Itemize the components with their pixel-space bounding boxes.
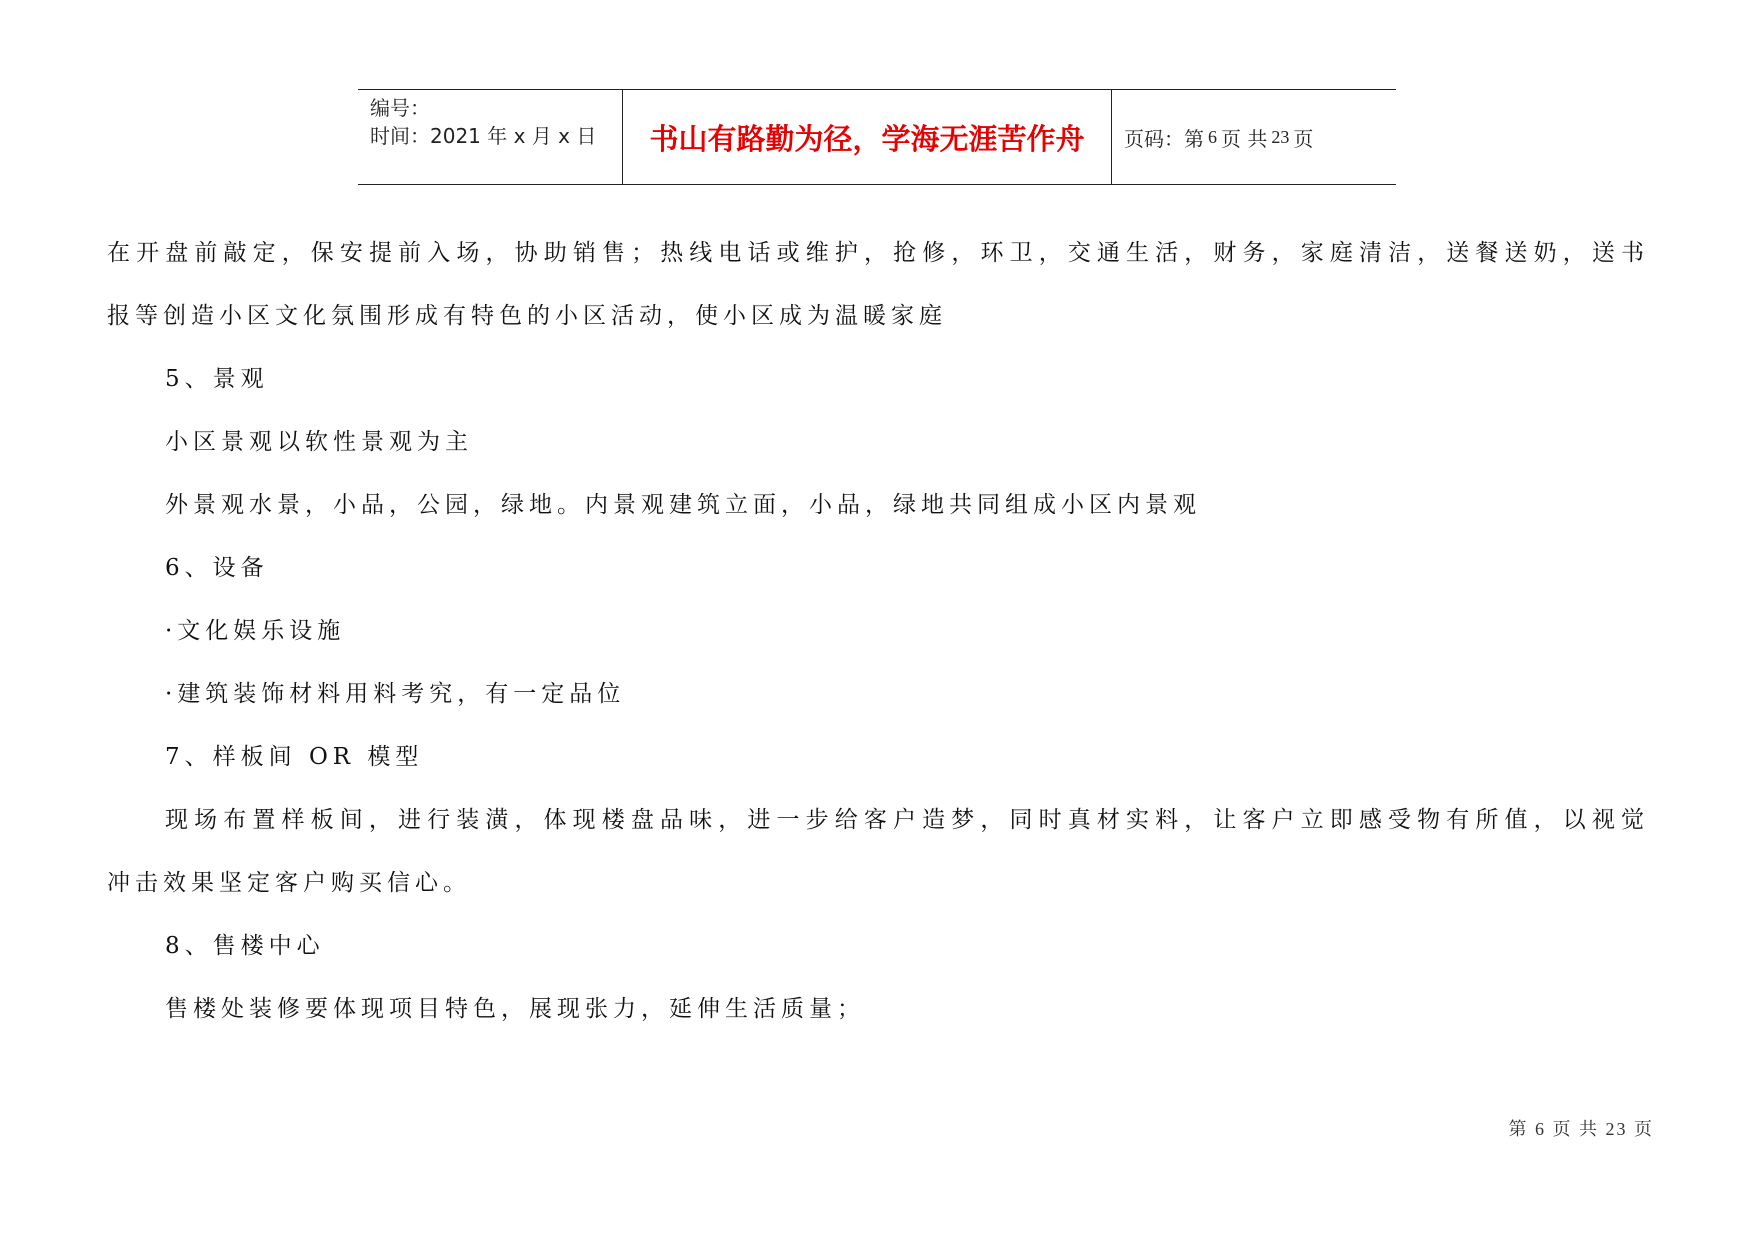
page-label: 页码：第	[1124, 126, 1204, 151]
header-meta	[370, 94, 596, 150]
number-label: 编号：	[370, 96, 430, 120]
page-total: 23	[1271, 126, 1290, 147]
time-label: 时间：2021 年 x 月 x 日	[370, 124, 597, 148]
paragraph-line: 报等创造小区文化氛围形成有特色的小区活动，使小区成为温暖家庭	[107, 303, 947, 329]
section-heading: 8、售楼中心	[165, 933, 325, 959]
bullet-item: ·建筑装饰材料用料考究，有一定品位	[165, 681, 626, 707]
page-end: 页	[1293, 126, 1314, 151]
paragraph-line: 现场布置样板间，进行装潢，体现楼盘品味，进一步给客户造梦，同时真材实料，让客户立即感受物有所值，以视觉	[165, 807, 1647, 833]
section-heading: 7、样板间 OR 模型	[165, 744, 424, 770]
page-number: 6	[1208, 126, 1217, 147]
header-divider	[1111, 90, 1112, 184]
header-page-info	[1124, 90, 1313, 184]
document-header	[358, 89, 1396, 185]
bullet-item: ·文化娱乐设施	[165, 618, 346, 644]
paragraph-line: 小区景观以软性景观为主	[165, 429, 473, 455]
section-heading: 6、设备	[165, 555, 269, 581]
paragraph-line: 在开盘前敲定，保安提前入场，协助销售；热线电话或维护，抢修，环卫，交通生活，财务，家庭清洁，送餐送奶，送书	[107, 240, 1647, 266]
paragraph-line: 冲击效果坚定客户购买信心。	[107, 870, 471, 896]
page-mid: 页 共	[1221, 126, 1268, 151]
paragraph-line: 外景观水景，小品，公园，绿地。内景观建筑立面，小品，绿地共同组成小区内景观	[165, 492, 1201, 518]
section-heading: 5、景观	[165, 366, 269, 392]
document-body	[107, 222, 1647, 1041]
page-footer: 第 6 页 共 23 页	[1508, 1119, 1654, 1139]
header-motto: 书山有路勤为径，学海无涯苦作舟	[649, 121, 1085, 156]
paragraph-line: 售楼处装修要体现项目特色，展现张力，延伸生活质量；	[165, 996, 865, 1022]
